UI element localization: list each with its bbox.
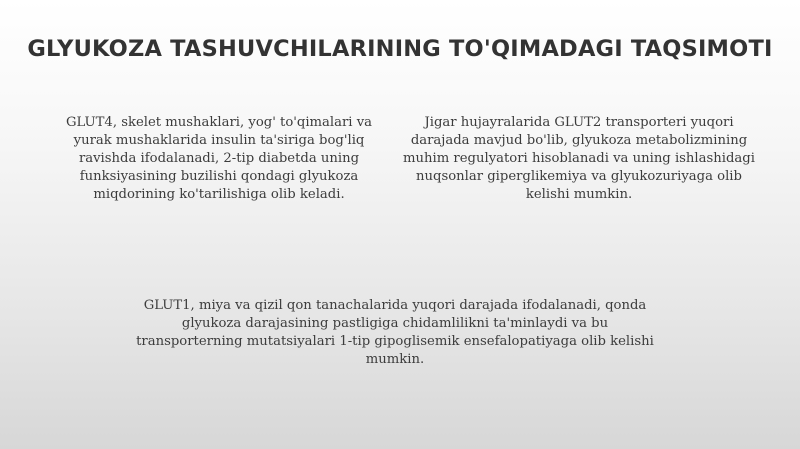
paragraph-glut2: Jigar hujayralarida GLUT2 transporteri yuqori darajada mavjud bo'lib, glyukoza metabolizmining muhim regulyatori hisoblanadi va uning ishlashidagi nuqsonlar giperglikemiya va glyukozuriyaga olib kelishi mumkin. [403,115,755,202]
paragraph-glut4: GLUT4, skelet mushaklari, yog' to'qimalari va yurak mushaklarida insulin ta'siriga bog'liq ravishda ifodalanadi, 2-tip diabetda uning funksiyasining buzilishi qondagi glyukoza miqdorining ko'tarilishiga olib keladi. [65,115,373,202]
paragraph-glut1: GLUT1, miya va qizil qon tanachalarida yuqori darajada ifodalanadi, qonda glyukoza darajasining pastligiga chidamlilikni ta'minlaydi va bu transporterning mutatsiyalari 1-tip gipoglisemik ensefalopatiyaga olib kelishi mumkin. [136,298,654,367]
slide-title: GLYUKOZA TASHUVCHILARINING TO'QIMADAGI TAQSIMOTI [27,36,773,62]
